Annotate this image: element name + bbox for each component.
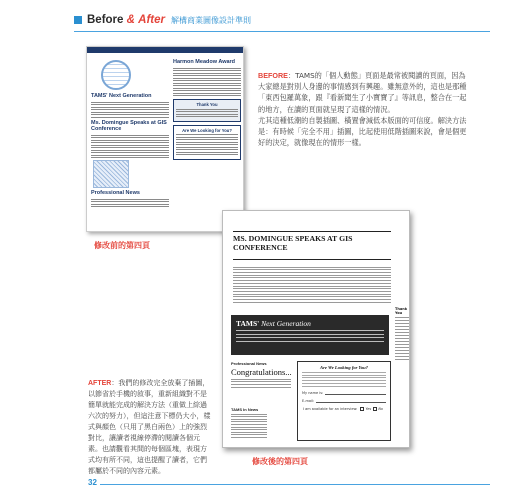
after-page-thumbnail <box>222 210 410 448</box>
before-body-2: 尤其這種低潮的自製插圖、橫置會減低本版面的可信度。解決方法是：有時候「完全不用」插圖，比起使用低階插圖來說，會是個更好的決定，就像現在的情形一樣。 <box>258 115 467 148</box>
before-text-block <box>91 199 169 208</box>
after-tag: AFTER <box>88 380 112 387</box>
header-rule <box>74 31 490 32</box>
caption-after: 修改後的第四頁 <box>252 457 308 466</box>
before-thanks-title: Thank You <box>196 102 218 107</box>
before-body: ：TAMS的「個人動態」頁面是最常被閱讀的頁面，因為大家總是對別人身邊的事情感到有興趣。雖無意外的，這也是那種「東西包羅萬象，跟『看新聞生了小寶寶了』等訊息，整合在一起的地方，在讀的頁面就呈現了這樣的情況。 <box>258 71 467 114</box>
after-name-field: My name is: <box>302 391 386 395</box>
globe-icon <box>101 60 131 90</box>
before-text-block <box>173 68 241 97</box>
after-congrats: Congratulations... <box>231 367 292 377</box>
before-looking-box <box>173 125 241 160</box>
before-news-heading: Professional News <box>91 190 140 196</box>
after-sidebar <box>395 307 409 362</box>
after-tams-italic: Next Generation <box>261 319 311 328</box>
after-news <box>231 361 291 389</box>
header-subtitle: 解構商業圖像設計準則 <box>171 15 251 25</box>
after-top-rule <box>233 231 391 232</box>
header-amp: & <box>126 14 135 26</box>
page-header <box>74 10 251 30</box>
before-thanks-box <box>173 99 241 122</box>
header-title <box>87 14 165 26</box>
no-checkbox-icon <box>373 407 377 411</box>
after-interview-check: I am available for an interview: Yes No <box>303 406 384 411</box>
before-left-column <box>91 57 169 209</box>
after-thanks: Thank You <box>395 307 408 315</box>
after-title-rule <box>233 259 391 260</box>
before-description <box>258 70 470 148</box>
yes-checkbox-icon <box>360 407 364 411</box>
header-before: Before <box>87 14 124 26</box>
after-email-field: E-mail: <box>302 399 386 403</box>
after-news-heading: Professional News <box>231 361 267 366</box>
after-title: MS. DOMINGUE SPEAKS AT GIS CONFERENCE <box>233 234 353 252</box>
satellite-dish-icon <box>93 160 129 188</box>
after-description <box>88 378 212 477</box>
before-text-block <box>91 135 169 159</box>
page-number: 32 <box>88 478 97 487</box>
header-after: After <box>138 14 165 26</box>
before-headline-right: Harmon Meadow Award <box>173 59 236 65</box>
footer-rule <box>100 484 490 485</box>
before-text-block <box>91 102 169 118</box>
after-looking-title: Are We Looking for You? <box>320 365 368 370</box>
before-tag: BEFORE <box>258 71 288 80</box>
before-top-bar <box>87 47 243 53</box>
after-tams-title: TAMS' <box>236 319 260 328</box>
after-body: ：我們的修改完全放棄了插圖，以節省於手機的敘事，重新組織對不是簡單就能完成的解決方法（重做上綜過六次的努力），但這注意下標仍大小，樣式與顏色（只用了黑白兩色）上的強烈對比，讓讀者視線停滯的閱讀各個元素。也請觀看其間的每個區塊，表現方式均有所不同，這也提醒了讀者，它們都屬於不同的內容元素。 <box>88 379 211 475</box>
before-headline-left: TAMS' Next Generation <box>91 93 152 99</box>
header-square-icon <box>74 16 82 24</box>
caption-before: 修改前的第四頁 <box>94 241 150 250</box>
before-headline-mid: Ms. Domingue Speaks at GIS Conference <box>91 119 167 132</box>
before-right-column <box>173 57 241 163</box>
after-in-news <box>231 407 267 440</box>
before-looking-title: Are We Looking for You? <box>182 127 232 133</box>
after-body-text <box>233 265 391 304</box>
before-page-thumbnail <box>86 46 244 232</box>
after-check-text-label: I am available for an interview: <box>303 406 358 411</box>
after-tams-box <box>231 315 389 355</box>
after-in-news-heading: TAMS In News <box>231 407 259 412</box>
after-looking-box <box>297 361 391 441</box>
